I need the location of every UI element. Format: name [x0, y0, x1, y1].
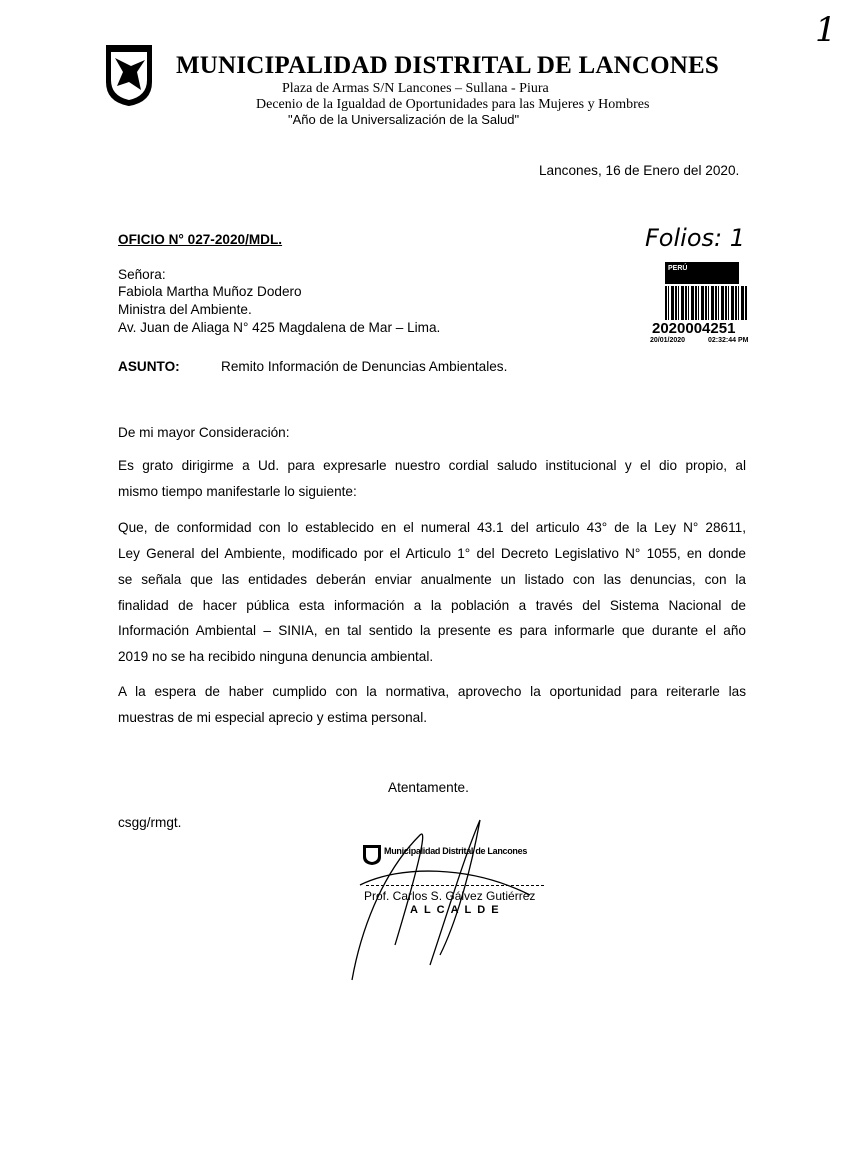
- paragraph-line: mismo tiempo manifestarle lo siguiente:: [118, 484, 357, 499]
- greeting: De mi mayor Consideración:: [118, 425, 290, 440]
- paragraph-line: Ley General del Ambiente, modificado por el Articulo 1° del Decreto Legislativo N° 1055, en donde: [118, 546, 746, 561]
- paragraph-line: finalidad de hacer pública esta información a la población a través del Sistema Nacional de: [118, 598, 746, 613]
- subject-label: ASUNTO:: [118, 359, 180, 374]
- recipient-salutation: Señora:: [118, 267, 166, 282]
- decade-motto: Decenio de la Igualdad de Oportunidades para las Mujeres y Hombres: [256, 97, 650, 112]
- paragraph-line: muestras de mi especial aprecio y estima personal.: [118, 710, 428, 725]
- seal-text: Municipalidad Distrital de Lancones: [384, 846, 528, 856]
- barcode: [665, 286, 747, 320]
- paragraph-line: Es grato dirigirme a Ud. para expresarle nuestro cordial saludo institucional y el dio propio, al: [118, 458, 746, 473]
- stamp-time: 02:32:44 PM: [708, 337, 749, 344]
- reference-number: OFICIO N° 027-2020/MDL.: [118, 232, 283, 247]
- stamp-label: PERÚ: [668, 265, 688, 272]
- paragraph-line: Que, de conformidad con lo establecido en el numeral 43.1 del articulo 43° de la Ley N° 28611,: [118, 520, 746, 535]
- recipient-address: Av. Juan de Aliaga N° 425 Magdalena de Mar – Lima.: [118, 320, 441, 335]
- municipality-title: MUNICIPALIDAD DISTRITAL DE LANCONES: [176, 52, 719, 79]
- reception-stamp-header: [665, 262, 739, 284]
- signatory-name: Prof. Carlos S. Gálvez Gutiérrez: [364, 889, 536, 903]
- municipal-coat-of-arms-icon: [103, 42, 155, 108]
- initials: csgg/rmgt.: [118, 815, 182, 830]
- handwritten-signature: [340, 815, 540, 985]
- page-number-mark: 1: [815, 10, 837, 50]
- signatory-title: ALCALDE: [410, 904, 505, 916]
- paragraph-line: Información Ambiental – SINIA, en tal sentido la presente es para informarle que durante el año: [118, 623, 746, 638]
- stamp-number: 2020004251: [652, 320, 736, 337]
- municipality-address: Plaza de Armas S/N Lancones – Sullana - Piura: [282, 81, 549, 96]
- year-motto: "Año de la Universalización de la Salud": [288, 112, 520, 127]
- paragraph-line: se señala que las entidades deberán enviar anualmente un listado con las denuncias, con la: [118, 572, 746, 587]
- folios-annotation: Folios: 1: [645, 224, 745, 252]
- recipient-role: Ministra del Ambiente.: [118, 302, 252, 317]
- closing: Atentamente.: [388, 780, 469, 795]
- date-line: Lancones, 16 de Enero del 2020.: [539, 163, 740, 178]
- recipient-name: Fabiola Martha Muñoz Dodero: [118, 284, 302, 299]
- subject-text: Remito Información de Denuncias Ambientales.: [221, 359, 508, 374]
- paragraph-line: A la espera de haber cumplido con la normativa, aprovecho la oportunidad para reiterarle las: [118, 684, 746, 699]
- paragraph-line: 2019 no se ha recibido ninguna denuncia ambiental.: [118, 649, 434, 664]
- stamp-date: 20/01/2020: [650, 337, 686, 344]
